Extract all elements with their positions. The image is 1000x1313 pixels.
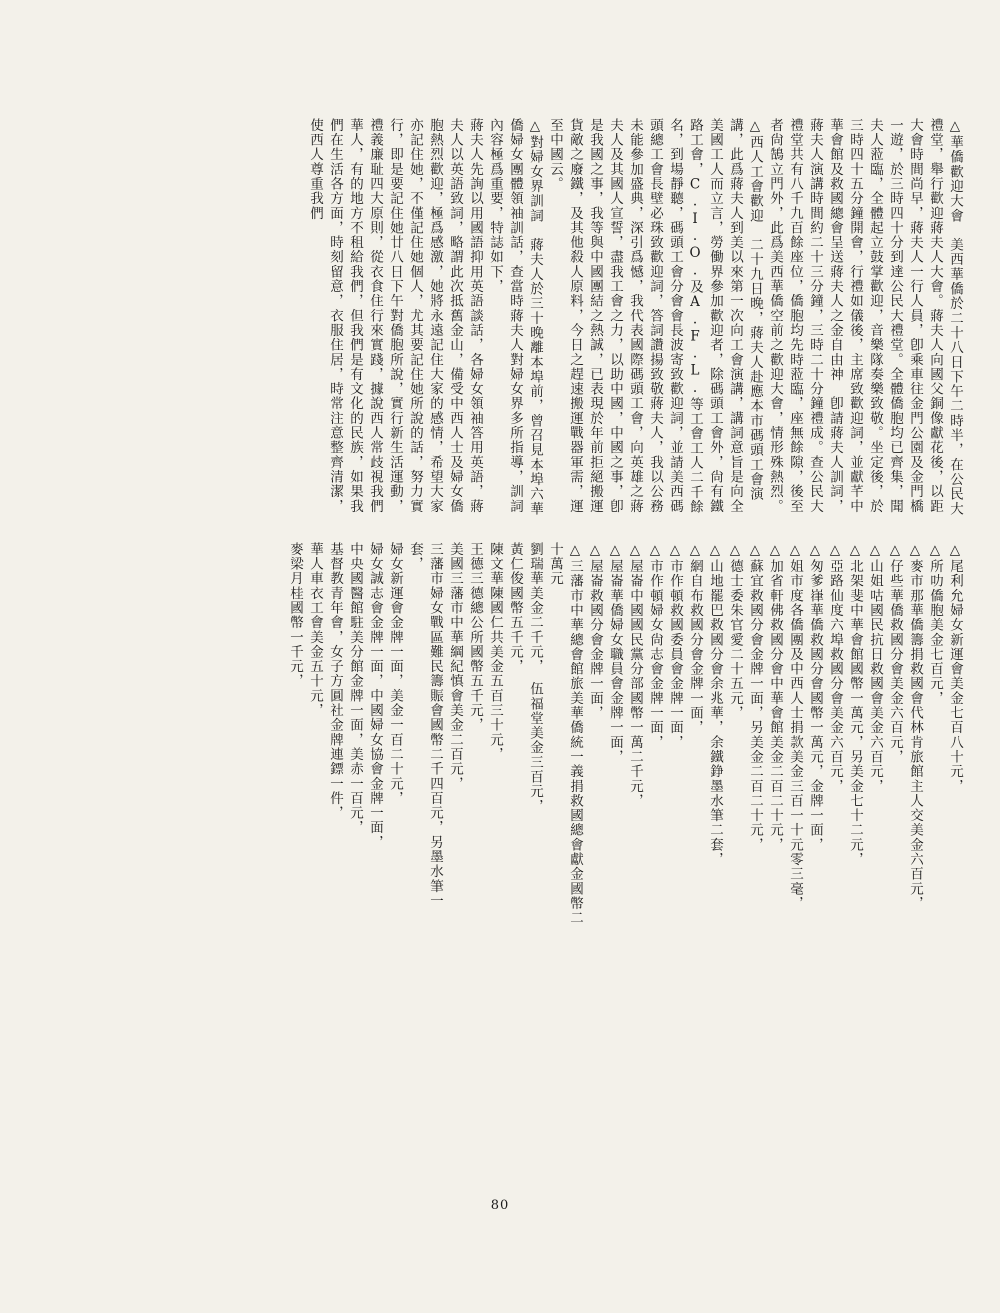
- donation-entry: △麥市那華僑籌捐救國會代林肯旅館主人交美金六百元，: [907, 542, 923, 911]
- donation-entry: △山姐咕國民抗日救國會美金六百元，: [867, 542, 883, 794]
- donation-entry: 基督教青年會，女子方圓社金牌連鏢一件，: [327, 542, 343, 821]
- donation-entry: △尾利允婦女新運會美金七百八十元，: [947, 542, 963, 794]
- donation-entry: 劉瑞華美金二千元， 伍福堂美金三百元，: [527, 542, 543, 814]
- donation-entry: △屋崙救國分會金牌一面，: [587, 542, 603, 721]
- donation-entry: △德士委朱官愛二十五元，: [727, 542, 743, 721]
- donation-entry: △蘇宜救國分會金牌一面，另美金二百二十元，: [747, 542, 763, 853]
- donation-entry: 黃仁俊國幣五千元，: [507, 542, 523, 674]
- donation-entry: △仔些華僑救國分會美金六百元，: [887, 542, 903, 765]
- donation-entry: 陳文華陳國仁共美金五百三十元，: [487, 542, 503, 762]
- donation-entry: △網自布救國分會金牌一面，: [687, 542, 703, 735]
- donation-entry: 中央國醫館駐美分館金牌一面，美赤一百元，: [347, 542, 363, 835]
- donation-entry: △市作頓救國委員會金牌一面，: [667, 542, 683, 750]
- page-number: 80: [490, 1198, 510, 1213]
- donation-entry: 王德三德總公所國幣五千元，: [467, 542, 483, 733]
- donation-entry: △匆爹嵂華僑救國分會國幣一萬元，金牌一面，: [807, 542, 823, 853]
- donation-entry: △亞路仙度六埠救國分會美金六百元，: [827, 542, 843, 794]
- donation-entry: △北架斐中華會館國幣一萬元，另美金七十二元，: [847, 542, 863, 867]
- donation-list-block: [70, 542, 965, 932]
- donation-entry: △市作頓婦女尙志會金牌一面，: [647, 542, 663, 750]
- paragraph-madame-speech: 蔣夫人先詢以用國語抑用英語談話，各婦女領袖答用英語，蔣夫人以英語致詞，略謂此次抵舊金山，備受中西人士及婦女僑胞熱烈歡迎，極爲感激，她將永遠記住大家的感情，希望大家亦記住她，不僅記住她個人，尤其要記住她所說的話，努力實行，即是要記住她廿八日下午對僑胞所說，實行新生活運動，禮義廉耻四大原則，從衣食住行來實踐，據說西人常歧視我們華人，有的地方不租給我們，但我們是有文化的民族，如果我們在生活各方面，時刻留意，衣服住居，時常注意整齊清潔，使西人尊重我們: [307, 118, 483, 514]
- paragraph-womens-address: △對婦女界訓詞 蔣夫人於三十晚離本埠前，曾召見本埠六華僑婦女團體領袖訓話，查當時蔣夫人對婦女界多所指導，訓詞內容極爲重要，特誌如下，: [487, 118, 543, 517]
- donation-entry: △三藩市中華總會館旅美華僑統一義捐救國總會獻金國幣二十萬元: [547, 542, 583, 926]
- paragraph-overseas-chinese-welcome: △華僑歡迎大會 美西華僑於二十八日下午二時半，在公民大禮堂，舉行歡迎蔣夫人大會。蔣夫人向國父銅像獻花後，以距大會時間尚早，蔣夫人一行人員，卽乘車往金門公園及金門橋一遊，於三時四十分到達公民大禮堂。全體僑胞均已齊集，聞夫人蒞臨，全體起立鼓掌歡迎，音樂隊奏樂致敬。坐定後，於三時四十五分鐘開會，行禮如儀後，主席致歡迎詞，並獻芊中華會館及救國總會呈送蔣夫人之金自由神 卽請蔣夫人訓詞，蔣夫人演講時間約二十三分鐘，三時二十分鐘禮成。查公民大禮堂共有八千九百餘座位，僑胞均先時蒞臨，座無餘隙，後至者尙鵠立門外，此爲美西華僑空前之歡迎大會，情形殊熱烈。: [767, 118, 963, 517]
- donation-entry: △屋崙中國國民黨分部國幣一萬二千元，: [627, 542, 643, 809]
- donation-entry: △山地罷巴救國分會余兆華，余鐵錚墨水筆二套，: [707, 542, 723, 867]
- donation-entry: 三藩市婦女戰區難民籌賑會國幣二千四百元，另墨水筆一套，: [407, 542, 443, 909]
- paragraph-labor-union-welcome: △西人工會歡迎 二十九日晚，蔣夫人赴應本市碼頭工會演講，此爲蔣夫人到美以來第一次向工會演講，講詞意旨是向全美國工人而立言，勞働界參加歡迎者，除碼頭工會外，尙有鐵路工會，C.I.O.及A.F.L.等工會工人二千餘名，到場靜聽，碼頭工會分會會長波寄致歡迎詞，並請美西碼頭總工會長壁必珠致歡迎詞，答詞讚揚致敬蔣夫人，我以公務未能參加盛典，深引爲憾，我代表國際碼頭工會，向英雄之蔣夫人及其國人宣誓，盡我工會之力，以助中國，中國之事，卽是我國之事，我等與中國團結之熱誠，已表現於年前拒絕搬運貨敵之廢鐵，及其他殺人原料，今日之趕速搬運戰器軍需，運至中國云。: [547, 118, 763, 515]
- donation-entry: 華人車衣工會美金五十元，: [307, 542, 323, 718]
- donation-entry: 婦女新運會金牌一面，美金一百二十元，: [387, 542, 403, 806]
- donation-entry: 婦女誠志會金牌一面，中國婦女協會金牌一面，: [367, 542, 383, 850]
- upper-article-block: [70, 118, 965, 518]
- donation-entry: △屋崙華僑婦女職員會金牌一面，: [607, 542, 623, 765]
- donation-entry: 美國三藩市中華綱紀慎會美金二百元，: [447, 542, 463, 792]
- donation-entry: 麥梁月桂國幣一千元，: [287, 542, 303, 689]
- donation-entry: △加省軒佛救國分會中華會館美金二百二十元，: [767, 542, 783, 853]
- donation-entry: △姐市度各僑團及中西人士捐款美金三百一十元零三毫，: [787, 542, 803, 911]
- donation-entry: △所叻僑胞美金七百元，: [927, 542, 943, 706]
